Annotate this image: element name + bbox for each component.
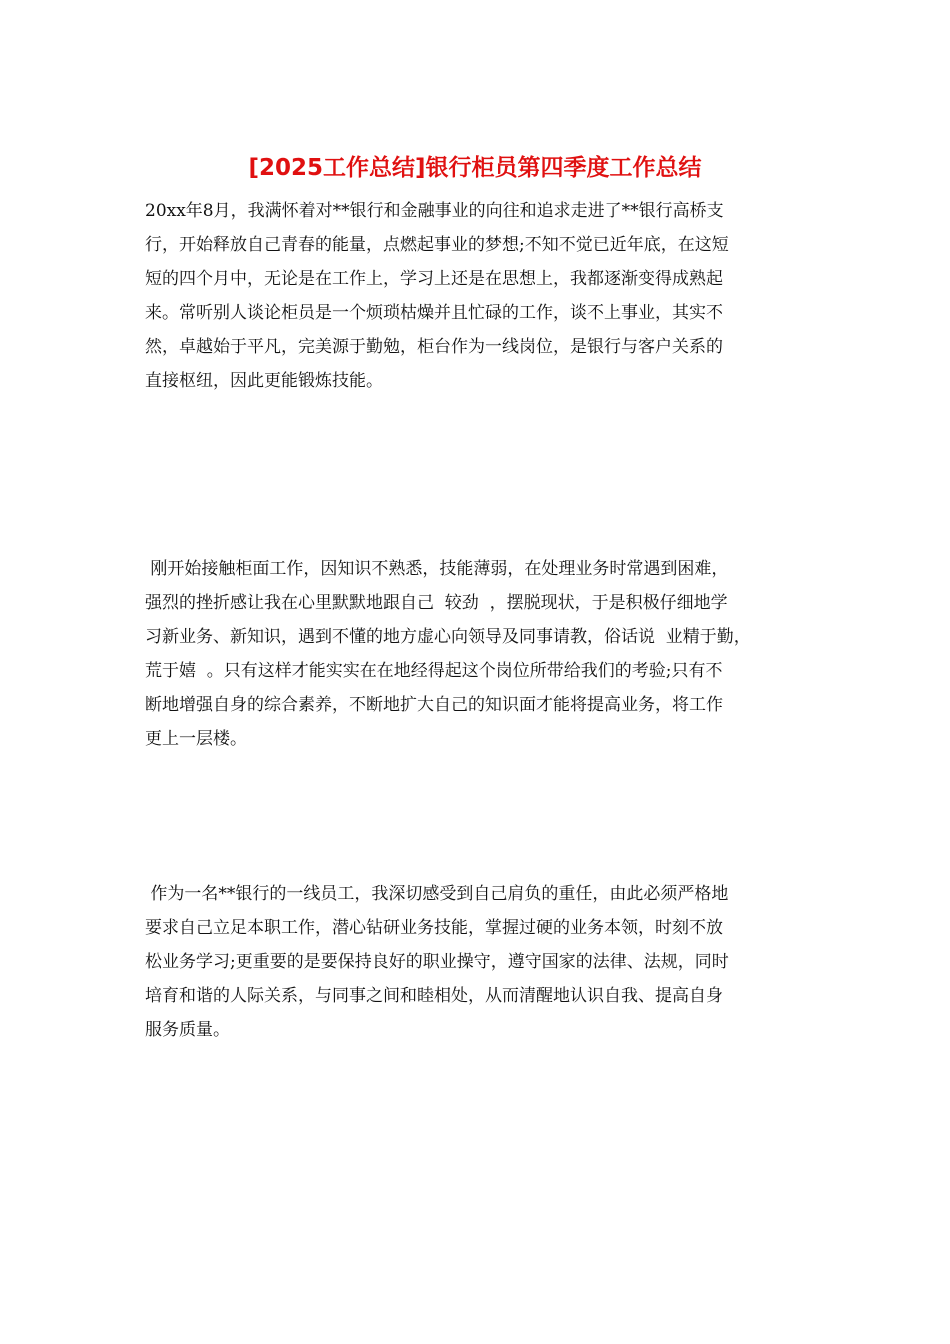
- paragraph-line: 服务质量。: [145, 1020, 230, 1040]
- paragraph-2: [145, 552, 825, 756]
- paragraph-line: 20xx年8月，我满怀着对**银行和金融事业的向往和追求走进了**银行高桥支: [145, 201, 724, 221]
- paragraph-line: 短的四个月中，无论是在工作上，学习上还是在思想上，我都逐渐变得成熟起: [145, 269, 723, 289]
- paragraph-line: 强烈的挫折感让我在心里默默地跟自己 较劲 ，摆脱现状，于是积极仔细地学: [145, 593, 728, 613]
- paragraph-3: [145, 877, 825, 1047]
- paragraph-line: 直接枢纽，因此更能锻炼技能。: [145, 371, 383, 391]
- paragraph-line: 断地增强自身的综合素养，不断地扩大自己的知识面才能将提高业务，将工作: [145, 695, 723, 715]
- paragraph-line: 荒于嬉 。只有这样才能实实在在地经得起这个岗位所带给我们的考验;只有不: [145, 661, 723, 681]
- paragraph-line: 然，卓越始于平凡，完美源于勤勉，柜台作为一线岗位，是银行与客户关系的: [145, 337, 723, 357]
- paragraph-line: 习新业务、新知识，遇到不懂的地方虚心向领导及同事请教，俗话说 业精于勤，: [145, 627, 751, 647]
- paragraph-1: [145, 194, 825, 398]
- paragraph-line: 要求自己立足本职工作，潜心钻研业务技能，掌握过硬的业务本领，时刻不放: [145, 918, 723, 938]
- paragraph-line: 培育和谐的人际关系，与同事之间和睦相处，从而清醒地认识自我、提高自身: [145, 986, 723, 1006]
- document-title: [2025工作总结]银行柜员第四季度工作总结: [248, 155, 702, 181]
- paragraph-line: 松业务学习;更重要的是要保持良好的职业操守，遵守国家的法律、法规，同时: [145, 952, 729, 972]
- paragraph-line: 来。常听别人谈论柜员是一个烦琐枯燥并且忙碌的工作，谈不上事业，其实不: [145, 303, 723, 323]
- paragraph-line: 刚开始接触柜面工作，因知识不熟悉，技能薄弱，在处理业务时常遇到困难，: [145, 559, 729, 579]
- paragraph-line: 更上一层楼。: [145, 729, 247, 749]
- paragraph-line: 行，开始释放自己青春的能量，点燃起事业的梦想;不知不觉已近年底，在这短: [145, 235, 729, 255]
- paragraph-line: 作为一名**银行的一线员工，我深切感受到自己肩负的重任，由此必须严格地: [145, 884, 729, 904]
